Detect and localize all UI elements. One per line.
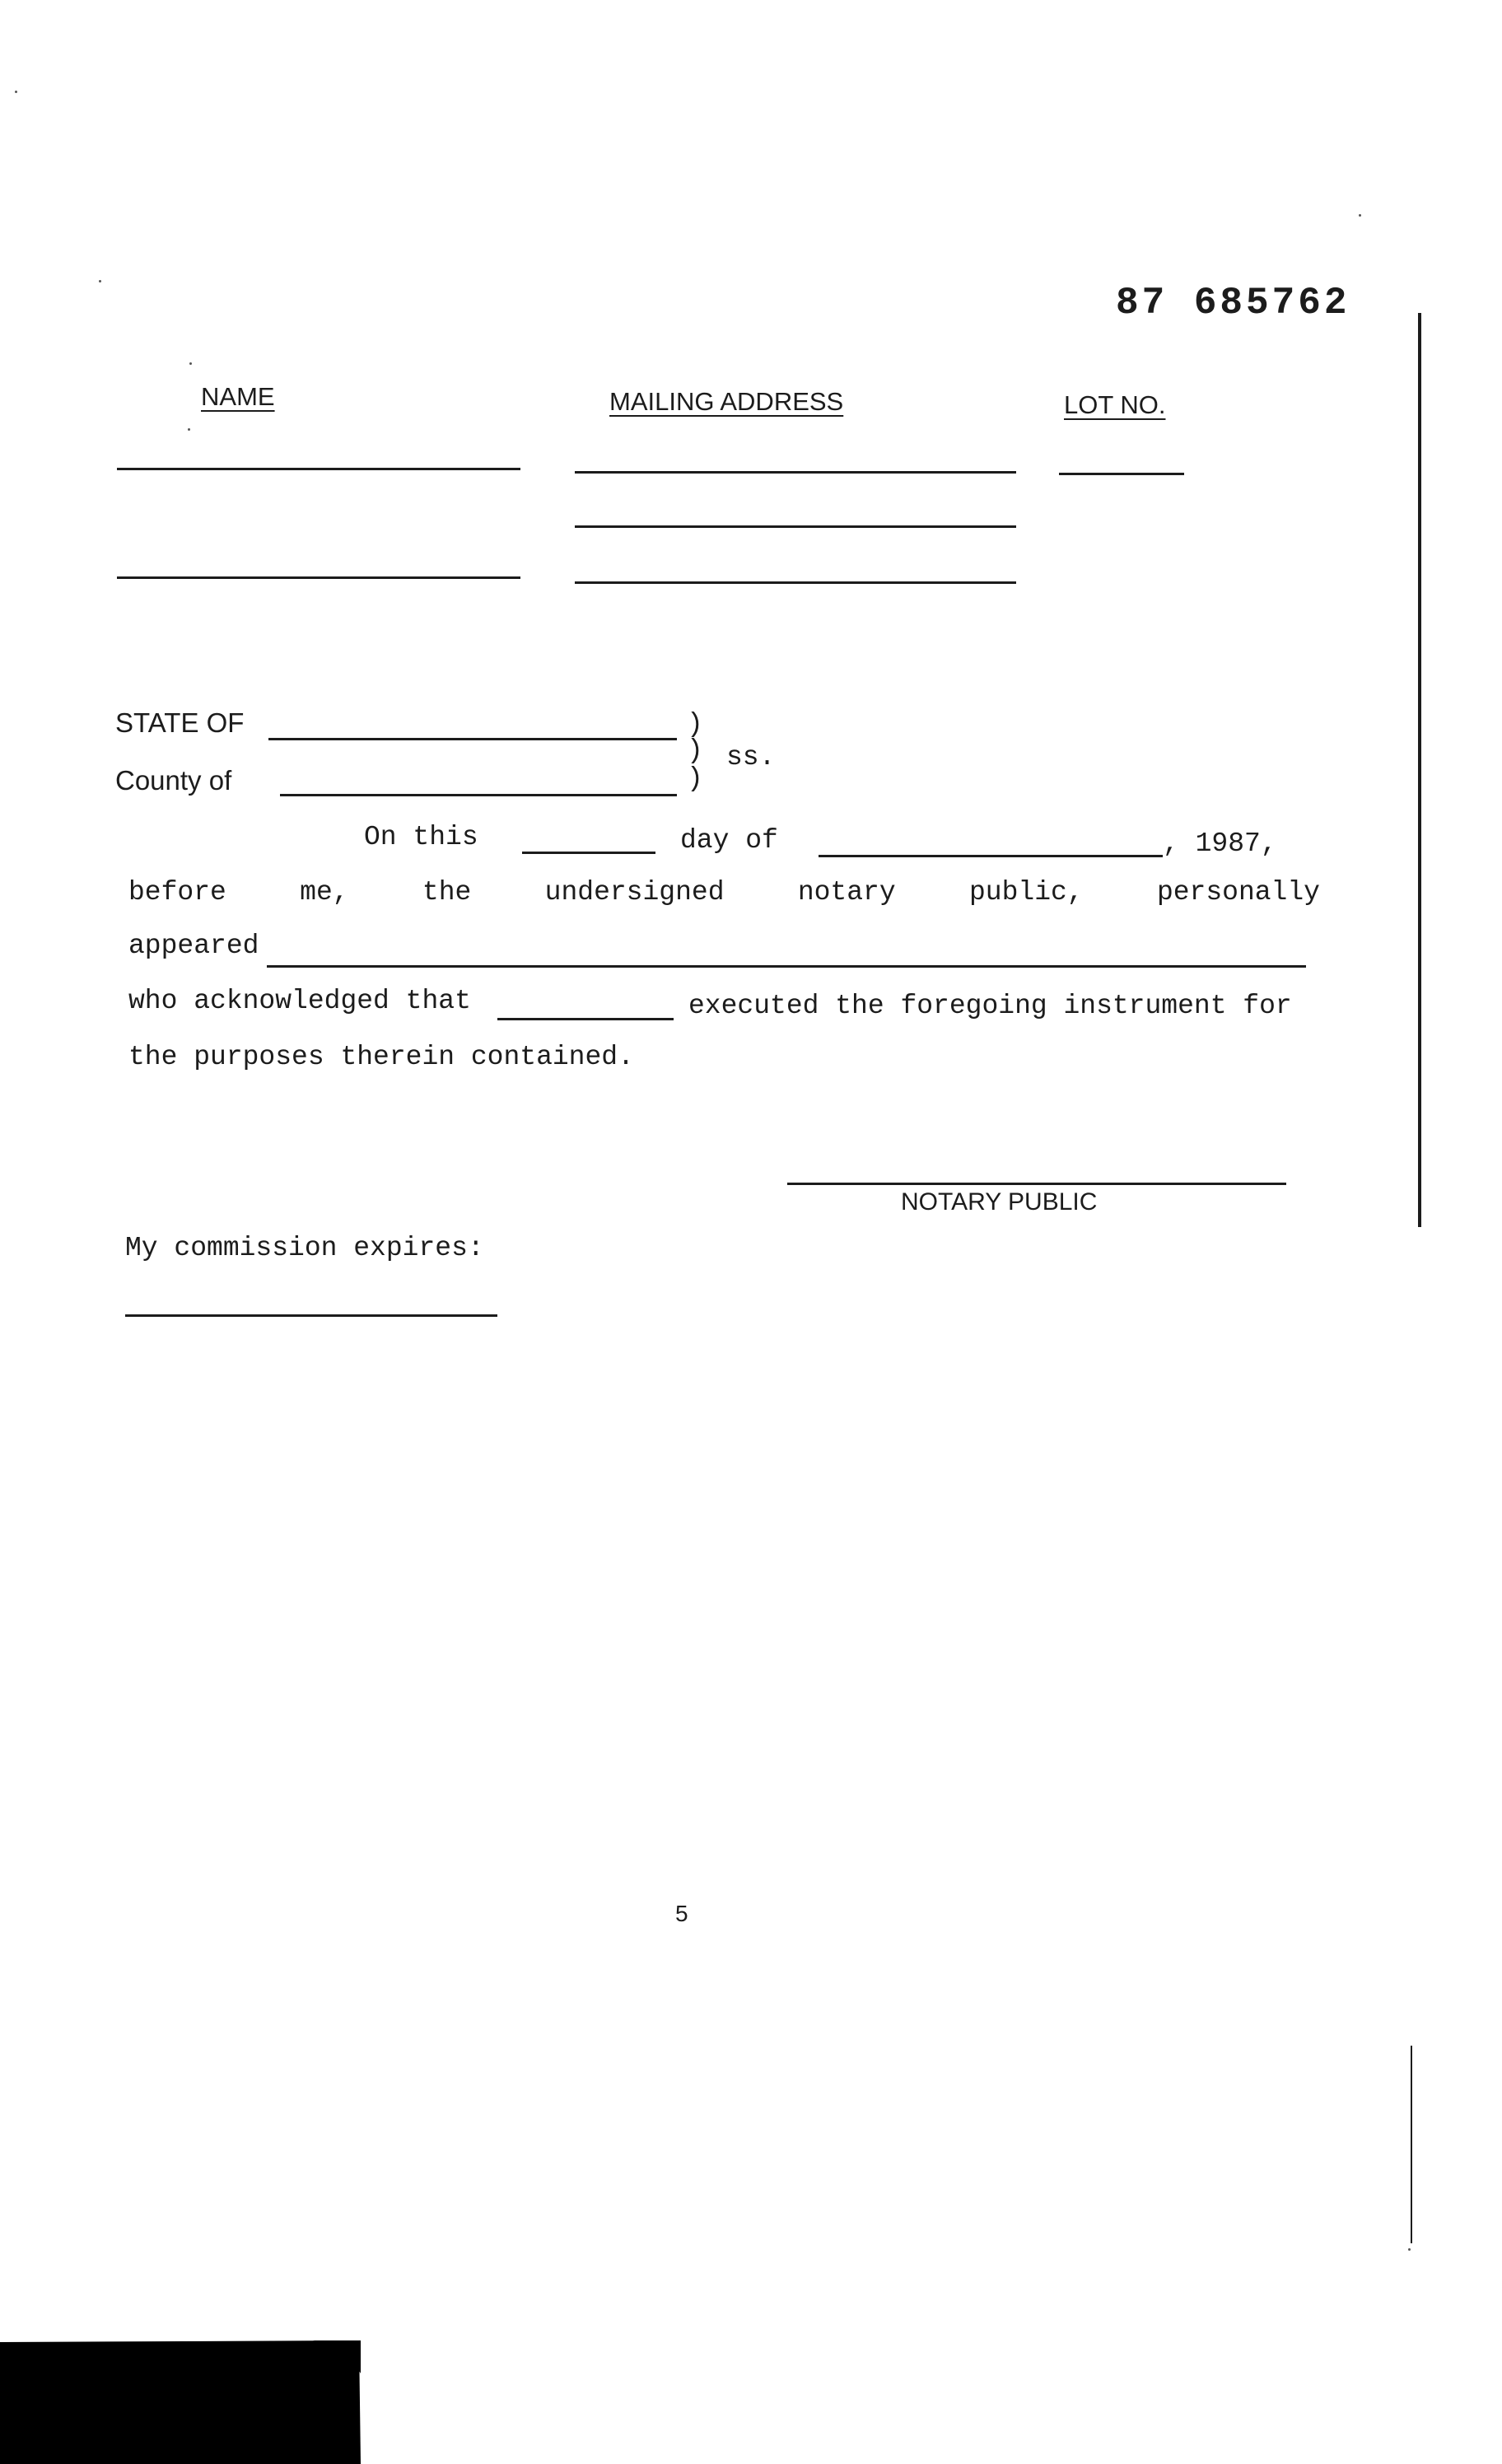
scan-speck — [1408, 2248, 1411, 2251]
scan-speck — [99, 280, 101, 282]
venue-bracket-1: ) — [687, 709, 703, 740]
notary-signature-line — [787, 1183, 1286, 1185]
scan-speck — [188, 428, 190, 431]
address-line-2 — [575, 525, 1016, 528]
ack-word: public, — [968, 877, 1084, 908]
scan-speck — [15, 91, 17, 93]
appeared-text: appeared — [128, 931, 259, 961]
appeared-line — [267, 965, 1306, 968]
scan-edge-line-lower — [1411, 2046, 1412, 2243]
county-line — [280, 794, 677, 796]
commission-expires-label: My commission expires: — [125, 1233, 484, 1263]
scan-edge-line — [1418, 313, 1421, 1227]
document-number: 87 685762 — [1116, 282, 1350, 324]
lot-no-column-header: LOT NO. — [1064, 390, 1166, 419]
commission-date-line — [125, 1314, 497, 1317]
venue-bracket-2: ) — [687, 735, 703, 766]
ack-word: me, — [300, 877, 349, 908]
ack-word: undersigned — [544, 877, 725, 908]
executed-text: executed the foregoing instrument for — [688, 991, 1292, 1021]
purposes-text: the purposes therein contained. — [128, 1042, 634, 1072]
ack-word: the — [422, 877, 472, 908]
mailing-address-column-header: MAILING ADDRESS — [609, 387, 844, 416]
address-line-1 — [575, 471, 1016, 474]
notary-public-label: NOTARY PUBLIC — [901, 1188, 1098, 1216]
name-line-2 — [117, 576, 520, 579]
name-line-1 — [117, 468, 520, 470]
ss-label: ss. — [726, 742, 776, 772]
address-line-3 — [575, 581, 1016, 584]
name-column-header: NAME — [201, 382, 275, 411]
redaction-block — [0, 2340, 364, 2464]
on-this-text: On this — [364, 822, 478, 852]
who-acknowledged-text: who acknowledged that — [128, 986, 471, 1016]
ack-word: before — [128, 877, 226, 908]
year-text: , 1987, — [1163, 828, 1277, 859]
state-of-label: STATE OF — [115, 707, 245, 738]
ack-word: personally — [1156, 877, 1320, 908]
scan-speck — [189, 362, 192, 365]
executor-line — [497, 1018, 674, 1020]
scan-speck — [1359, 214, 1361, 217]
ack-line-2 — [128, 876, 1320, 909]
page-number: 5 — [675, 1901, 688, 1926]
venue-bracket-3: ) — [687, 763, 703, 794]
month-line — [819, 855, 1163, 857]
ack-word: notary — [797, 877, 896, 908]
lot-no-line — [1059, 473, 1184, 475]
state-line — [268, 738, 677, 740]
county-of-label: County of — [115, 765, 232, 796]
day-of-text: day of — [680, 825, 778, 856]
day-line — [522, 852, 655, 854]
